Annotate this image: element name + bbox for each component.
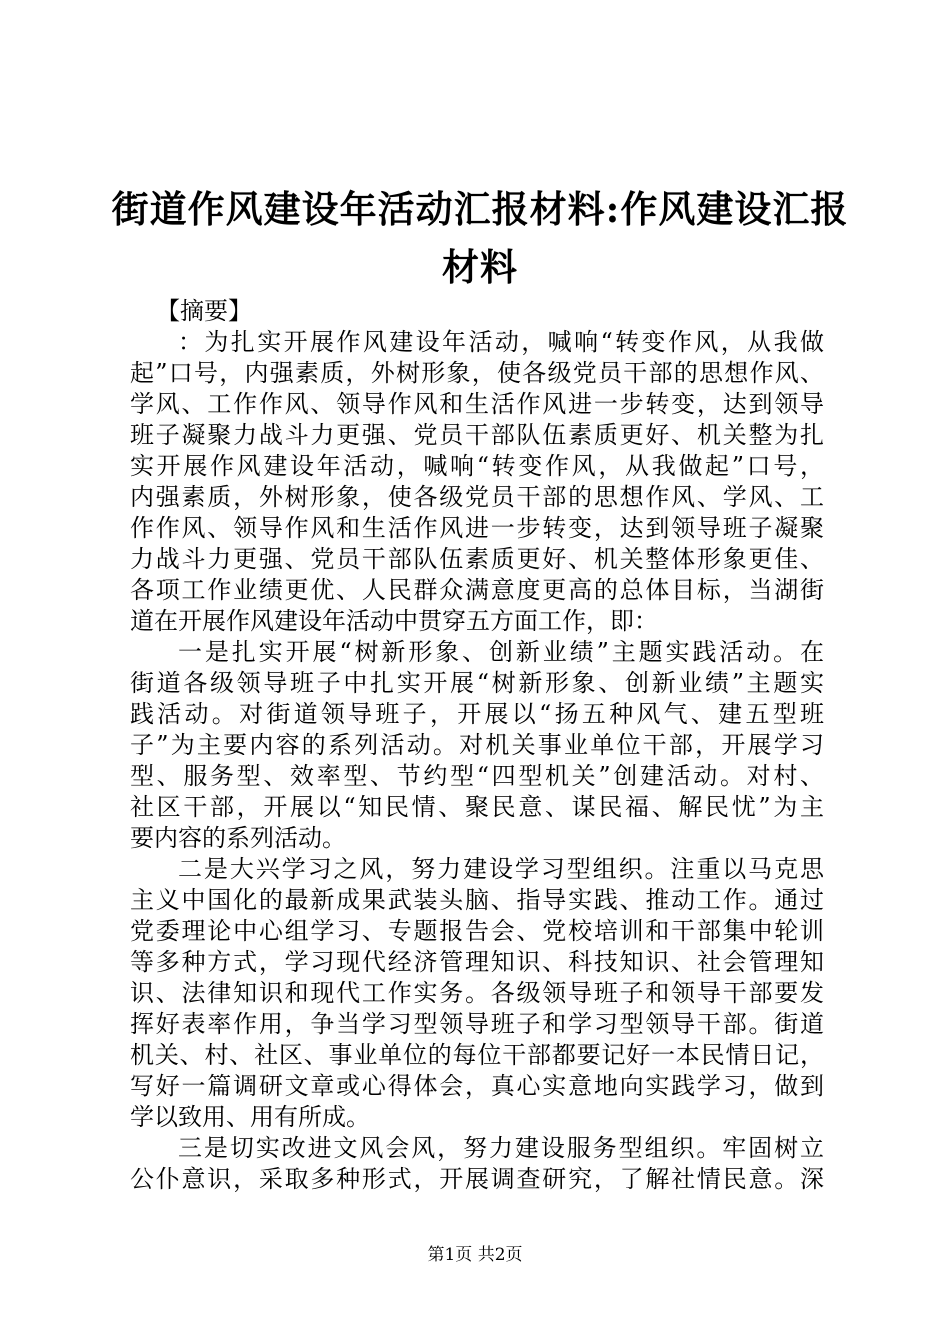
paragraph-line: 识、法律知识和现代工作实务。各级领导班子和领导干部要发 [130,979,824,1007]
paragraph-line: 机关、村、社区、事业单位的每位干部都要记好一本民情日记， [130,1041,824,1069]
paragraph-line: 等多种方式，学习现代经济管理知识、科技知识、社会管理知 [130,948,824,976]
paragraph-line: 主义中国化的最新成果武装头脑、指导实践、推动工作。通过 [130,886,824,914]
paragraph-line: 三是切实改进文风会风，努力建设服务型组织。牢固树立 [178,1134,824,1162]
paragraph-line: 挥好表率作用，争当学习型领导班子和学习型领导干部。街道 [130,1010,824,1038]
paragraph-line: 要内容的系列活动。 [130,824,346,852]
title-line-1: 街道作风建设年活动汇报材料:作风建设汇报 [111,187,849,231]
document-title [100,180,860,296]
abstract-label: 【摘要】 [156,297,252,325]
paragraph-line: 实开展作风建设年活动，喊响“转变作风，从我做起”口号， [130,452,824,480]
paragraph-line: 各项工作业绩更优、人民群众满意度更高的总体目标，当湖街 [130,576,824,604]
paragraph-line: 学风、工作作风、领导作风和生活作风进一步转变，达到领导 [130,390,824,418]
paragraph-line: 力战斗力更强、党员干部队伍素质更好、机关整体形象更佳、 [130,545,824,573]
paragraph-line: 型、服务型、效率型、节约型“四型机关”创建活动。对村、 [130,762,824,790]
paragraph-line: 写好一篇调研文章或心得体会，真心实意地向实践学习，做到 [130,1072,824,1100]
paragraph-line: 公仆意识，采取多种形式，开展调查研究，了解社情民意。深 [130,1165,824,1193]
paragraph-line: 党委理论中心组学习、专题报告会、党校培训和干部集中轮训 [130,917,824,945]
paragraph-line: 社区干部，开展以“知民情、聚民意、谋民福、解民忧”为主 [130,793,824,821]
document-body [130,296,824,1195]
paragraph-line: ：为扎实开展作风建设年活动，喊响“转变作风，从我做 [178,328,824,356]
page-footer: 第1页 共2页 [427,1245,523,1265]
paragraph-line: 街道各级领导班子中扎实开展“树新形象、创新业绩”主题实 [130,669,824,697]
title-line-2: 材料 [442,245,518,289]
paragraph-line: 学以致用、用有所成。 [130,1103,370,1131]
paragraph-line: 践活动。对街道领导班子，开展以“扬五种风气、建五型班 [130,700,824,728]
paragraph-line: 道在开展作风建设年活动中贯穿五方面工作，即： [130,607,658,635]
paragraph-line: 作作风、领导作风和生活作风进一步转变，达到领导班子凝聚 [130,514,824,542]
paragraph-line: 班子凝聚力战斗力更强、党员干部队伍素质更好、机关整为扎 [130,421,824,449]
paragraph-line: 起”口号，内强素质，外树形象，使各级党员干部的思想作风、 [130,359,824,387]
paragraph-line: 一是扎实开展“树新形象、创新业绩”主题实践活动。在 [178,638,824,666]
paragraph-line: 子”为主要内容的系列活动。对机关事业单位干部，开展学习 [130,731,824,759]
paragraph-line: 二是大兴学习之风，努力建设学习型组织。注重以马克思 [178,855,824,883]
paragraph-line: 内强素质，外树形象，使各级党员干部的思想作风、学风、工 [130,483,824,511]
